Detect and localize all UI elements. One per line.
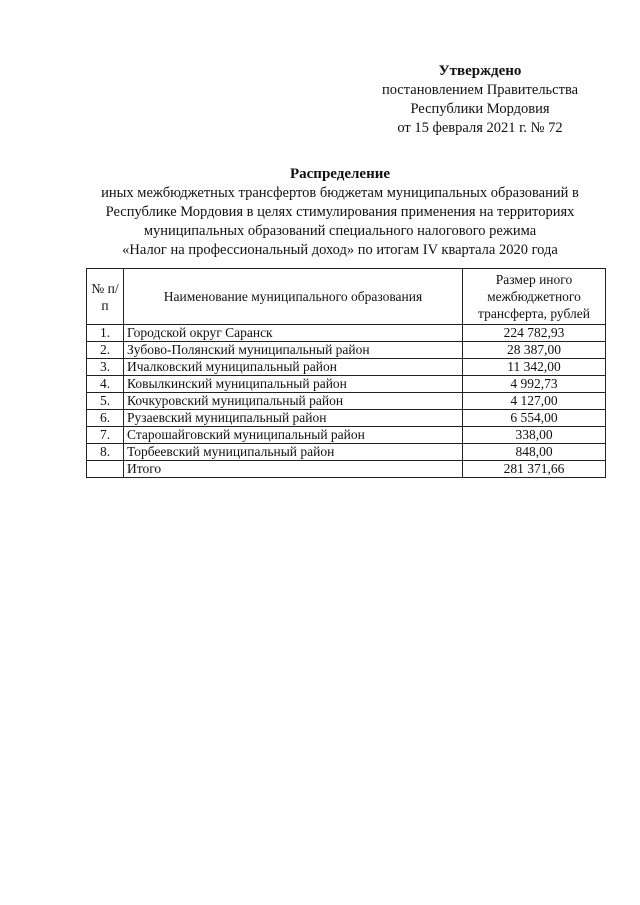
table-row: [87, 427, 606, 444]
row-num: 4.: [87, 376, 124, 393]
table-row: [87, 359, 606, 376]
approval-line: от 15 февраля 2021 г. № 72: [397, 120, 563, 136]
document-heading: [70, 165, 610, 260]
distribution-table: [86, 268, 606, 478]
approval-line: постановлением Правительства: [381, 82, 579, 98]
document-title: Распределение: [289, 166, 391, 182]
approval-line: Республики Мордовия: [410, 101, 550, 117]
total-row: [87, 461, 606, 478]
row-amount: 6 554,00: [463, 410, 606, 427]
row-amount: 4 127,00: [463, 393, 606, 410]
row-amount: 848,00: [463, 444, 606, 461]
row-num: 5.: [87, 393, 124, 410]
table-row: [87, 393, 606, 410]
table-row: [87, 325, 606, 342]
row-name: Рузаевский муниципальный район: [124, 410, 463, 427]
heading-line: иных межбюджетных трансфертов бюджетам муниципальных образований в: [101, 185, 579, 201]
header-amount: Размер иного межбюджетного трансферта, рублей: [463, 269, 606, 325]
heading-line: муниципальных образований специального налогового режима: [143, 223, 537, 239]
heading-line: «Налог на профессиональный доход» по итогам IV квартала 2020 года: [122, 242, 558, 258]
row-name: Ичалковский муниципальный район: [124, 359, 463, 376]
row-amount: 11 342,00: [463, 359, 606, 376]
row-num: 7.: [87, 427, 124, 444]
row-amount: 224 782,93: [463, 325, 606, 342]
approval-title: Утверждено: [438, 63, 522, 79]
total-num: [87, 461, 124, 478]
row-amount: 338,00: [463, 427, 606, 444]
table-row: [87, 342, 606, 359]
table-row: [87, 444, 606, 461]
row-num: 8.: [87, 444, 124, 461]
row-name: Зубово-Полянский муниципальный район: [124, 342, 463, 359]
row-name: Старошайговский муниципальный район: [124, 427, 463, 444]
approval-block: [370, 62, 590, 138]
heading-line: Республике Мордовия в целях стимулирования применения на территориях: [105, 204, 575, 220]
row-name: Кочкуровский муниципальный район: [124, 393, 463, 410]
row-name: Торбеевский муниципальный район: [124, 444, 463, 461]
total-amount: 281 371,66: [463, 461, 606, 478]
row-num: 1.: [87, 325, 124, 342]
table-header-row: [87, 269, 606, 325]
row-amount: 4 992,73: [463, 376, 606, 393]
row-num: 3.: [87, 359, 124, 376]
row-num: 6.: [87, 410, 124, 427]
row-name: Городской округ Саранск: [124, 325, 463, 342]
header-num: № п/п: [87, 269, 124, 325]
header-name: Наименование муниципального образования: [124, 269, 463, 325]
table-row: [87, 376, 606, 393]
row-name: Ковылкинский муниципальный район: [124, 376, 463, 393]
total-label: Итого: [124, 461, 463, 478]
table-row: [87, 410, 606, 427]
row-num: 2.: [87, 342, 124, 359]
row-amount: 28 387,00: [463, 342, 606, 359]
